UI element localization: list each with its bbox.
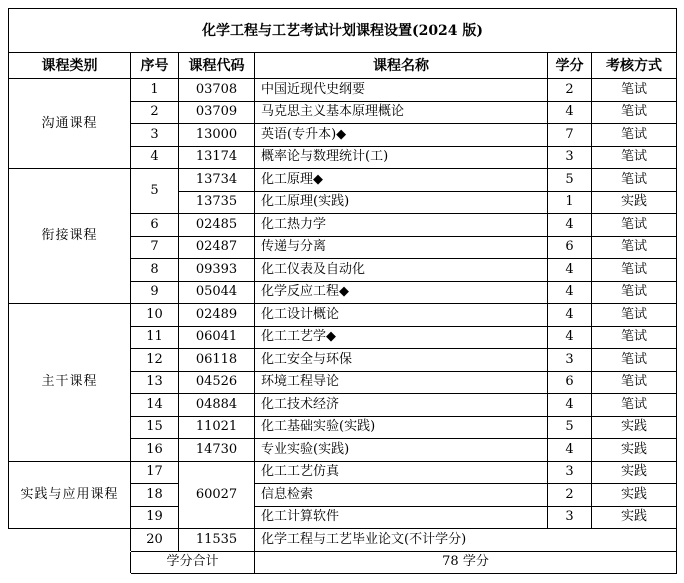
credit-cell: 7: [548, 124, 592, 147]
credit-cell: 6: [548, 371, 592, 394]
assess-cell: 笔试: [592, 281, 677, 304]
credit-cell: 4: [548, 281, 592, 304]
seq-cell: 1: [131, 79, 179, 102]
header-name: 课程名称: [255, 53, 548, 79]
credit-cell: 4: [548, 304, 592, 327]
credit-cell: 4: [548, 394, 592, 417]
assess-cell: 笔试: [592, 394, 677, 417]
assess-cell: 笔试: [592, 371, 677, 394]
seq-cell: 18: [131, 484, 179, 507]
credit-cell: 3: [548, 146, 592, 169]
seq-cell: 16: [131, 439, 179, 462]
assess-cell: 笔试: [592, 349, 677, 372]
seq-cell: 8: [131, 259, 179, 282]
name-cell: 化工仪表及自动化: [255, 259, 548, 282]
code-cell: 14730: [179, 439, 255, 462]
credit-cell: 2: [548, 79, 592, 102]
name-cell: 化工工艺学◆: [255, 326, 548, 349]
seq-cell: 6: [131, 214, 179, 237]
credit-cell: 6: [548, 236, 592, 259]
seq-cell: 3: [131, 124, 179, 147]
category-cell: 衔接课程: [9, 169, 131, 304]
seq-cell: 19: [131, 506, 179, 529]
header-code: 课程代码: [179, 53, 255, 79]
code-cell: 04526: [179, 371, 255, 394]
name-cell: 化工原理◆: [255, 169, 548, 192]
name-cell: 环境工程导论: [255, 371, 548, 394]
name-cell: 化工工艺仿真: [255, 461, 548, 484]
code-cell: 11021: [179, 416, 255, 439]
header-seq: 序号: [131, 53, 179, 79]
total-label: 学分合计: [131, 551, 255, 574]
seq-cell: 2: [131, 101, 179, 124]
name-cell: 马克思主义基本原理概论: [255, 101, 548, 124]
assess-cell: 笔试: [592, 236, 677, 259]
name-cell: 化工基础实验(实践): [255, 416, 548, 439]
seq-cell: 7: [131, 236, 179, 259]
seq-cell: 20: [131, 529, 179, 552]
assess-cell: 实践: [592, 439, 677, 462]
name-cell: 化学工程与工艺毕业论文(不计学分): [255, 529, 677, 552]
assess-cell: 笔试: [592, 146, 677, 169]
code-cell: 02485: [179, 214, 255, 237]
seq-cell: 14: [131, 394, 179, 417]
code-cell: 06118: [179, 349, 255, 372]
assess-cell: 实践: [592, 416, 677, 439]
seq-cell: 10: [131, 304, 179, 327]
credit-cell: 3: [548, 506, 592, 529]
credit-cell: 3: [548, 349, 592, 372]
name-cell: 中国近现代史纲要: [255, 79, 548, 102]
seq-cell: 4: [131, 146, 179, 169]
seq-cell: 13: [131, 371, 179, 394]
code-cell: 13734: [179, 169, 255, 192]
code-cell: 09393: [179, 259, 255, 282]
header-assess: 考核方式: [592, 53, 677, 79]
assess-cell: 实践: [592, 506, 677, 529]
seq-cell: 12: [131, 349, 179, 372]
name-cell: 信息检索: [255, 484, 548, 507]
credit-cell: 1: [548, 191, 592, 214]
name-cell: 化工热力学: [255, 214, 548, 237]
name-cell: 化工原理(实践): [255, 191, 548, 214]
assess-cell: 笔试: [592, 214, 677, 237]
table-row: [9, 79, 677, 102]
name-cell: 化工安全与环保: [255, 349, 548, 372]
code-cell: 03709: [179, 101, 255, 124]
credit-cell: 4: [548, 214, 592, 237]
name-cell: 化工计算软件: [255, 506, 548, 529]
credit-cell: 5: [548, 416, 592, 439]
name-cell: 概率论与数理统计(工): [255, 146, 548, 169]
header-row: [9, 53, 677, 79]
seq-cell: 17: [131, 461, 179, 484]
name-cell: 英语(专升本)◆: [255, 124, 548, 147]
code-cell: 11535: [179, 529, 255, 552]
name-cell: 化学反应工程◆: [255, 281, 548, 304]
name-cell: 化工设计概论: [255, 304, 548, 327]
seq-cell: 5: [131, 169, 179, 214]
credit-cell: 5: [548, 169, 592, 192]
table-title: 化学工程与工艺考试计划课程设置(2024 版): [9, 9, 677, 53]
code-cell: 03708: [179, 79, 255, 102]
credit-cell: 4: [548, 439, 592, 462]
table-row: [9, 169, 677, 192]
code-cell: 13174: [179, 146, 255, 169]
assess-cell: 笔试: [592, 304, 677, 327]
header-category: 课程类别: [9, 53, 131, 79]
assess-cell: 笔试: [592, 79, 677, 102]
category-cell: 主干课程: [9, 304, 131, 462]
credit-cell: 3: [548, 461, 592, 484]
empty-cell: [9, 551, 131, 574]
code-cell: 02487: [179, 236, 255, 259]
empty-cell: [9, 529, 131, 552]
assess-cell: 实践: [592, 461, 677, 484]
header-credit: 学分: [548, 53, 592, 79]
thesis-row: [9, 529, 677, 552]
assess-cell: 笔试: [592, 326, 677, 349]
total-row: [9, 551, 677, 574]
credit-cell: 4: [548, 259, 592, 282]
credit-cell: 2: [548, 484, 592, 507]
code-cell: 05044: [179, 281, 255, 304]
code-cell: 13000: [179, 124, 255, 147]
table-row: [9, 304, 677, 327]
table-row: [9, 461, 677, 484]
name-cell: 化工技术经济: [255, 394, 548, 417]
code-cell: 02489: [179, 304, 255, 327]
assess-cell: 笔试: [592, 169, 677, 192]
code-cell: 06041: [179, 326, 255, 349]
title-row: [9, 9, 677, 53]
assess-cell: 笔试: [592, 101, 677, 124]
code-cell: 13735: [179, 191, 255, 214]
course-plan-table: [8, 8, 677, 574]
name-cell: 专业实验(实践): [255, 439, 548, 462]
name-cell: 传递与分离: [255, 236, 548, 259]
total-value: 78 学分: [255, 551, 677, 574]
assess-cell: 笔试: [592, 124, 677, 147]
assess-cell: 笔试: [592, 259, 677, 282]
seq-cell: 11: [131, 326, 179, 349]
code-cell: 04884: [179, 394, 255, 417]
assess-cell: 实践: [592, 484, 677, 507]
credit-cell: 4: [548, 326, 592, 349]
assess-cell: 实践: [592, 191, 677, 214]
category-cell: 实践与应用课程: [9, 461, 131, 529]
seq-cell: 9: [131, 281, 179, 304]
code-cell: 60027: [179, 461, 255, 529]
credit-cell: 4: [548, 101, 592, 124]
seq-cell: 15: [131, 416, 179, 439]
category-cell: 沟通课程: [9, 79, 131, 169]
